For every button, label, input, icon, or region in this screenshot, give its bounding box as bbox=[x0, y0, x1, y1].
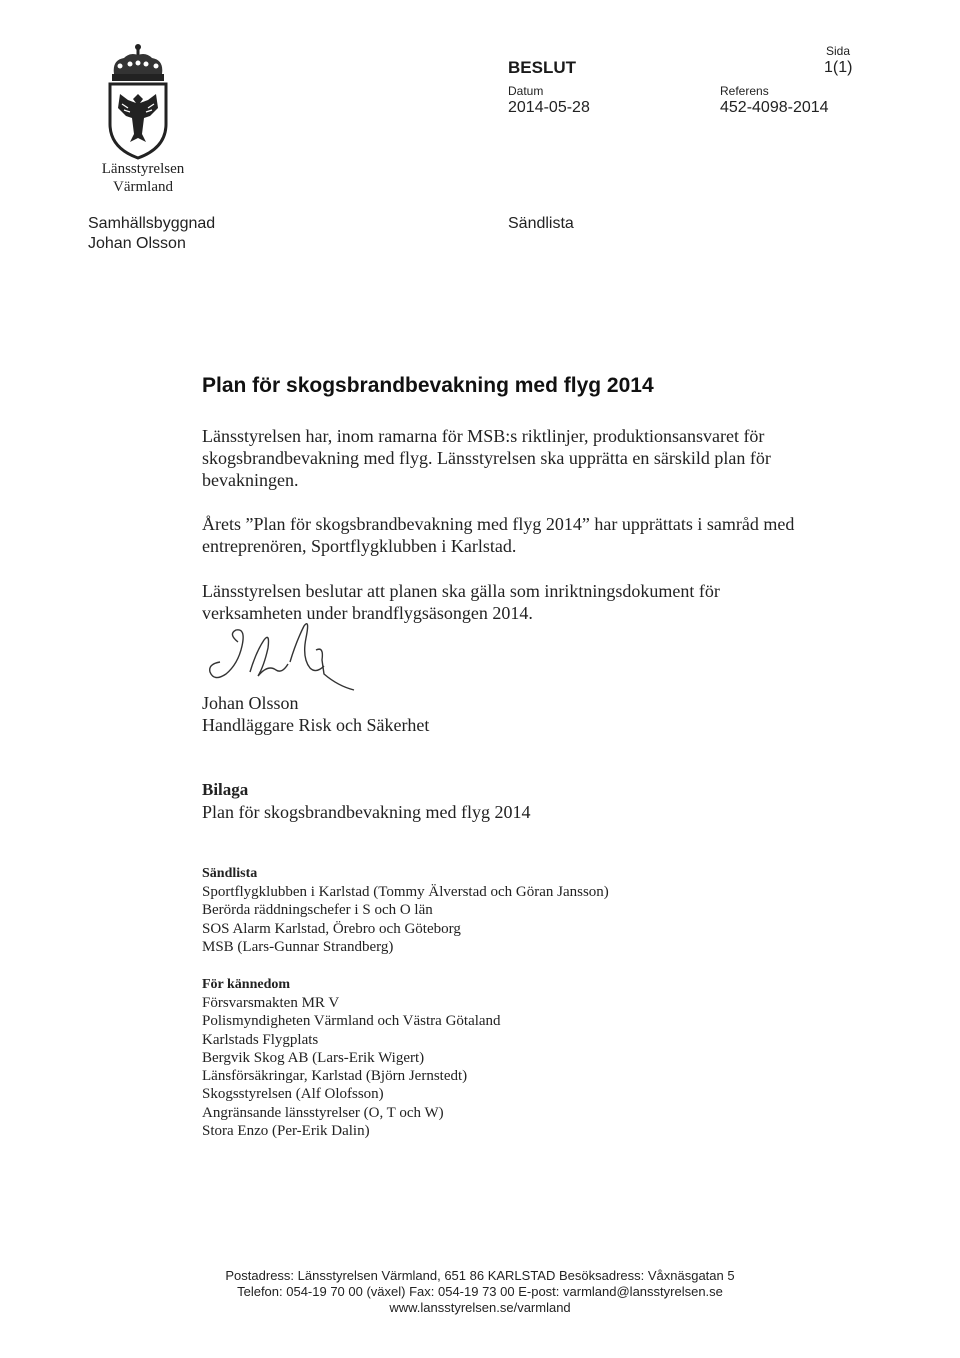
sender-unit: Samhällsbyggnad bbox=[88, 215, 216, 232]
for-information-heading: För kännedom bbox=[202, 977, 291, 992]
document-type: BESLUT bbox=[508, 58, 576, 77]
list-item: Polismyndigheten Värmland och Västra Götaland bbox=[202, 1013, 501, 1030]
list-item: Skogsstyrelsen (Alf Olofsson) bbox=[202, 1086, 384, 1103]
footer-address: Postadress: Länsstyrelsen Värmland, 651 86 KARLSTAD Besöksadress: Våxnäsgatan 5 bbox=[225, 1268, 735, 1283]
attachment-heading: Bilaga bbox=[202, 780, 249, 799]
list-item: Angränsande länsstyrelser (O, T och W) bbox=[202, 1104, 444, 1121]
page-value: 1(1) bbox=[824, 59, 853, 76]
document-title: Plan för skogsbrandbevakning med flyg 2014 bbox=[202, 374, 654, 397]
distribution-list bbox=[202, 883, 609, 956]
paragraph-1: Länsstyrelsen har, inom ramarna för MSB:s riktlinjer, produktionsansvaret för skogsbrandbevakning med flyg. Länsstyrelsen ska upprätta en särskild plan för bevakningen. bbox=[202, 426, 771, 490]
date-value: 2014-05-28 bbox=[508, 99, 590, 116]
footer-website: www.lansstyrelsen.se/varmland bbox=[389, 1300, 571, 1315]
list-item: Bergvik Skog AB (Lars-Erik Wigert) bbox=[202, 1049, 425, 1066]
list-item: Länsförsäkringar, Karlstad (Björn Jernstedt) bbox=[202, 1068, 468, 1085]
signer-title: Handläggare Risk och Säkerhet bbox=[202, 715, 430, 735]
list-item: Karlstads Flygplats bbox=[202, 1031, 319, 1048]
list-item: Sportflygklubben i Karlstad (Tommy Älverstad och Göran Jansson) bbox=[202, 884, 609, 900]
list-item: Stora Enzo (Per-Erik Dalin) bbox=[202, 1123, 370, 1140]
list-item: Berörda räddningschefer i S och O län bbox=[202, 902, 433, 919]
organization-name-line1: Länsstyrelsen bbox=[101, 161, 185, 177]
reference-label: Referens bbox=[720, 84, 769, 98]
organization-name-line2: Värmland bbox=[113, 179, 173, 195]
footer-contact: Telefon: 054-19 70 00 (växel) Fax: 054-19 73 00 E-post: varmland@lansstyrelsen.se bbox=[237, 1284, 723, 1299]
attachment-title: Plan för skogsbrandbevakning med flyg 2014 bbox=[202, 802, 531, 822]
page-label: Sida bbox=[826, 44, 851, 58]
paragraph-2: Årets ”Plan för skogsbrandbevakning med flyg 2014” har upprättats i samråd med entreprenören, Sportflygklubben i Karlstad. bbox=[202, 514, 795, 556]
for-information-list bbox=[202, 994, 501, 1140]
sender-block bbox=[88, 214, 215, 254]
distribution-heading: Sändlista bbox=[202, 866, 258, 881]
crest-icon bbox=[100, 42, 176, 160]
list-item: MSB (Lars-Gunnar Strandberg) bbox=[202, 938, 394, 955]
reference-value: 452-4098-2014 bbox=[720, 99, 829, 116]
paragraph-3: Länsstyrelsen beslutar att planen ska gälla som inriktningsdokument för verksamheten under brandflygsäsongen 2014. bbox=[202, 581, 720, 623]
sender-handler: Johan Olsson bbox=[88, 235, 186, 252]
distribution-label: Sändlista bbox=[508, 215, 574, 232]
list-item: SOS Alarm Karlstad, Örebro och Göteborg bbox=[202, 920, 461, 937]
list-item: Försvarsmakten MR V bbox=[202, 995, 340, 1011]
date-label: Datum bbox=[508, 84, 544, 98]
organization-name bbox=[88, 160, 198, 196]
signer-name: Johan Olsson bbox=[202, 693, 299, 713]
